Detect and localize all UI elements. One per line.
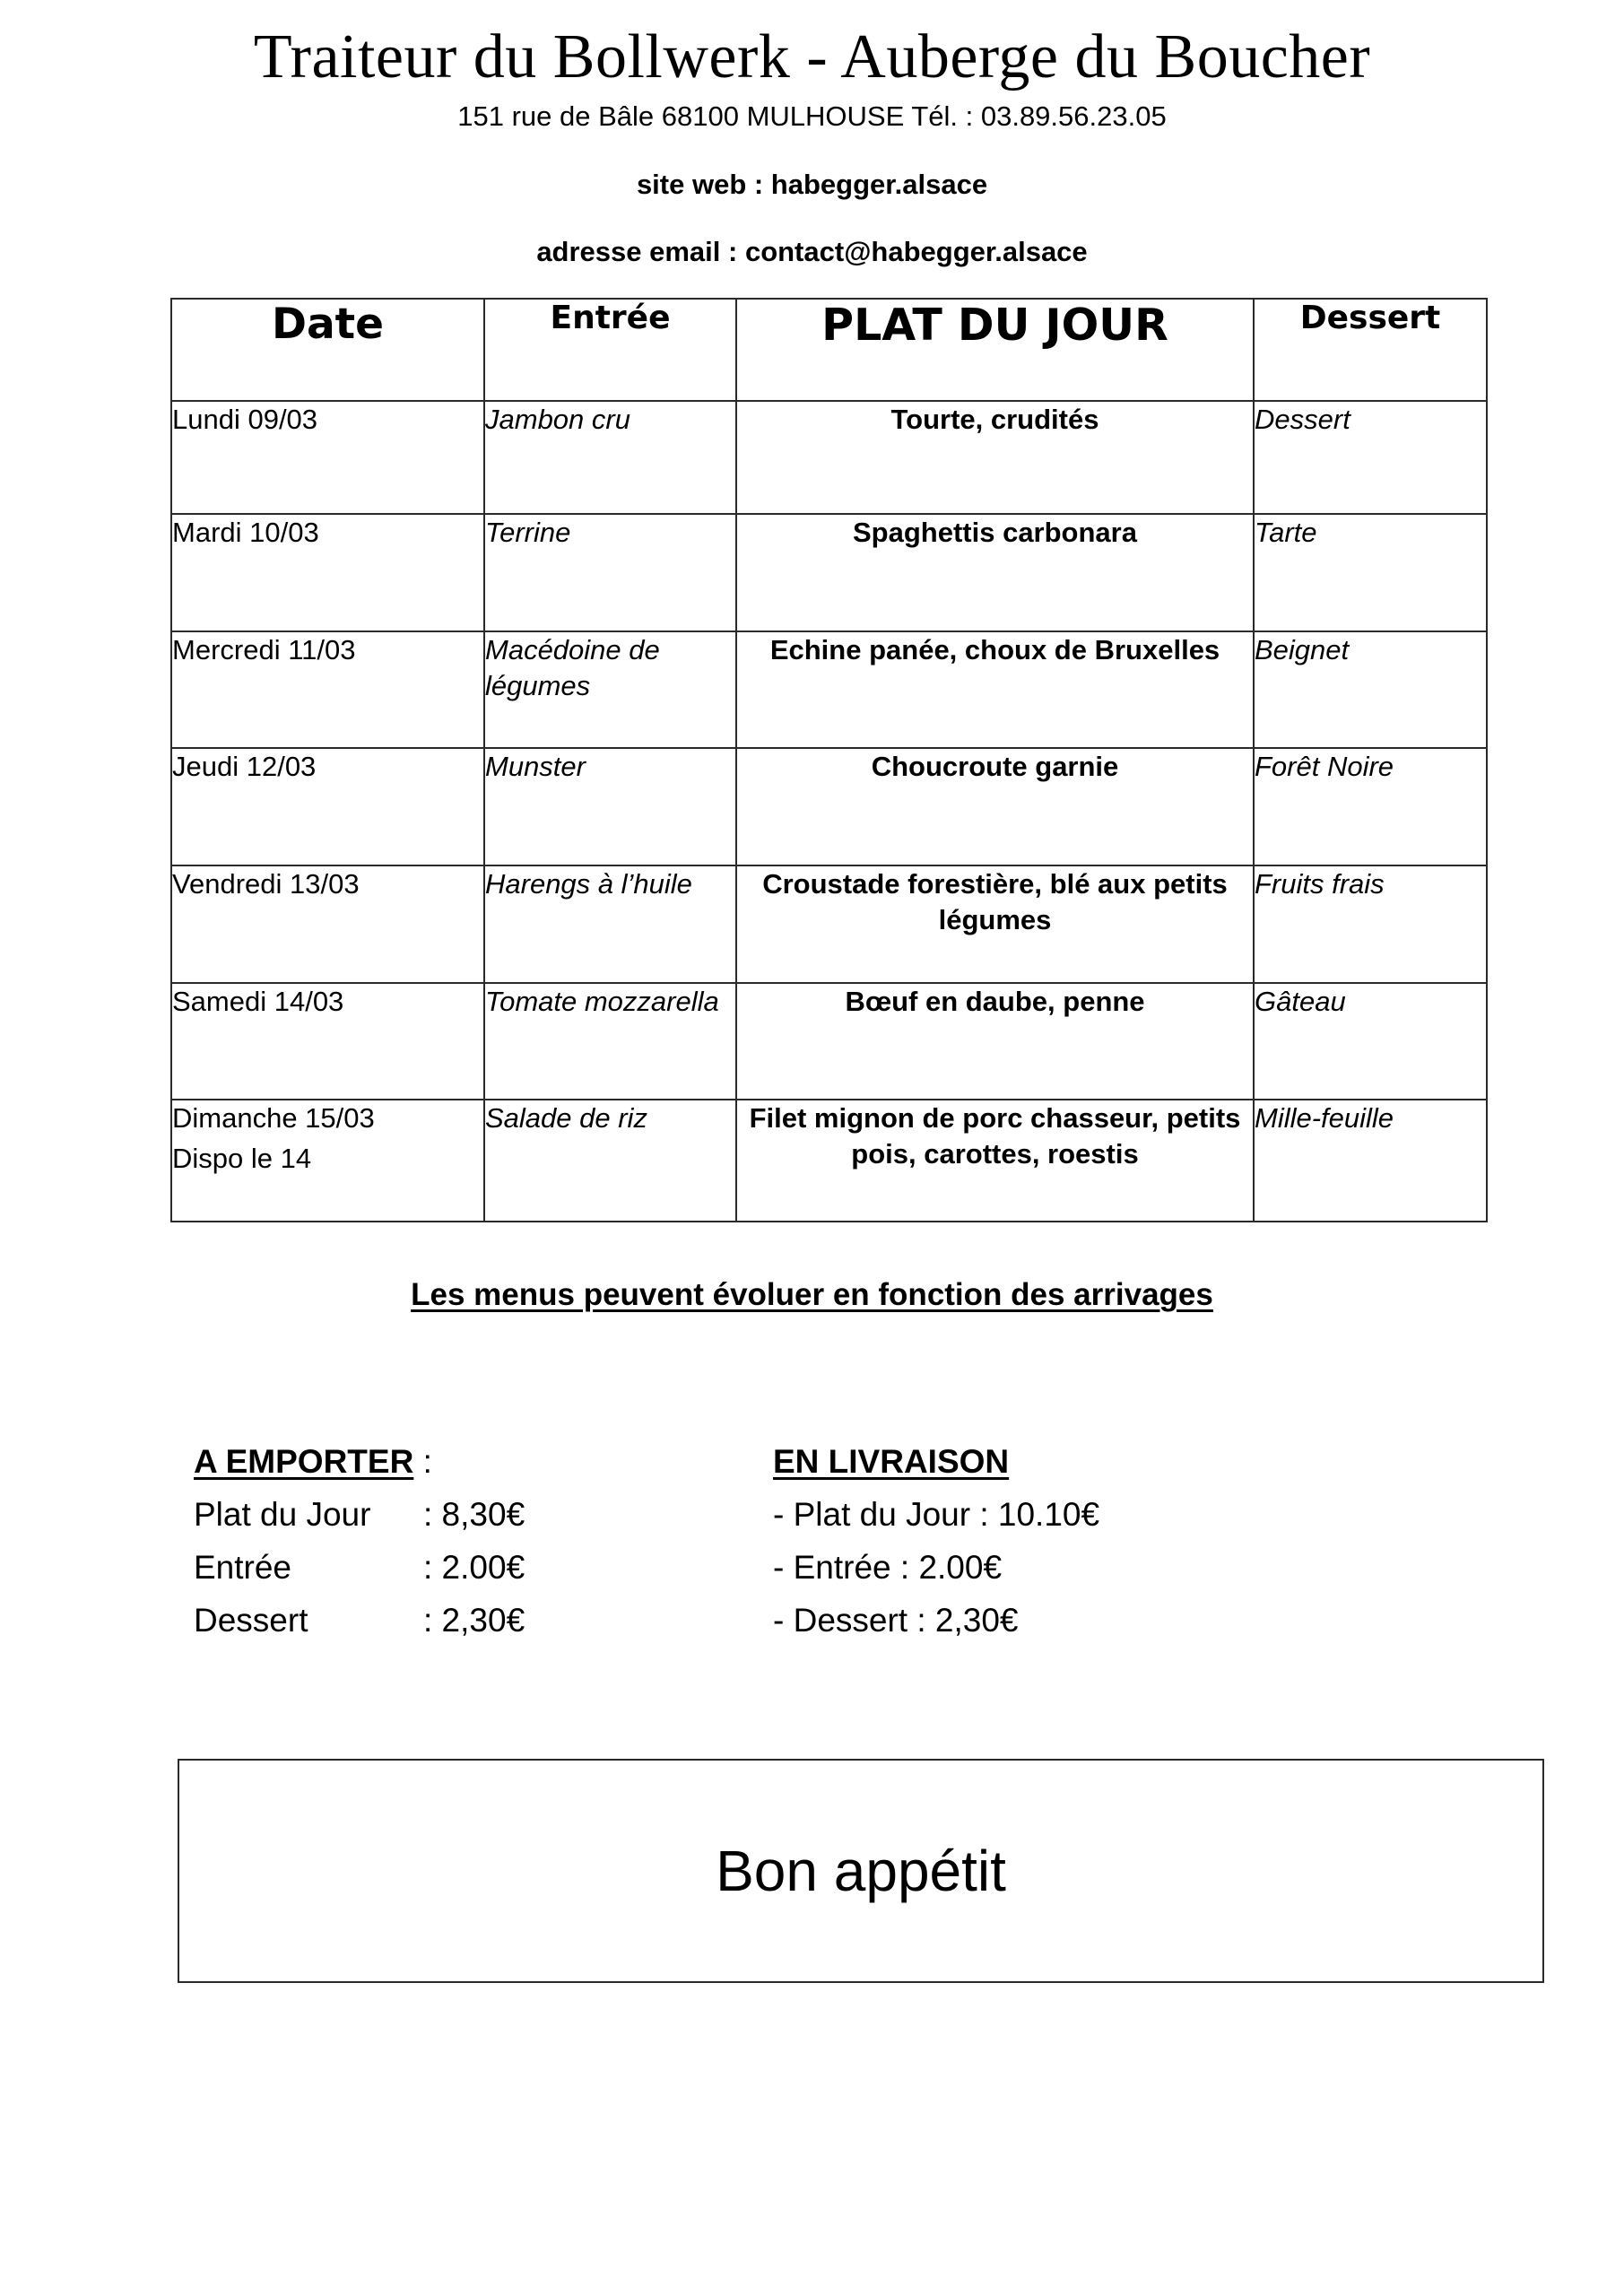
price-row-dessert: [194, 1594, 732, 1647]
menu-change-notice: Les menus peuvent évoluer en fonction des arrivages: [411, 1277, 1213, 1312]
table-row: [171, 401, 1487, 514]
table-row: [171, 514, 1487, 631]
cell-date-note: Dispo le 14: [172, 1143, 312, 1174]
column-header-date: Date: [171, 299, 484, 401]
cell-entree: Tomate mozzarella: [484, 983, 736, 1100]
cell-dessert: Beignet: [1254, 631, 1487, 748]
cell-dessert: Fruits frais: [1254, 865, 1487, 983]
cell-date: Mardi 10/03: [171, 514, 484, 631]
price-value: : 8,30€: [423, 1496, 525, 1533]
email-line: adresse email : contact@habegger.alsace: [536, 236, 1088, 267]
price-label: Dessert: [194, 1602, 308, 1639]
table-header-row: [171, 299, 1487, 401]
cell-entree: Terrine: [484, 514, 736, 631]
cell-dessert: Dessert: [1254, 401, 1487, 514]
delivery-price-row: - Plat du Jour : 10.10€: [773, 1496, 1100, 1533]
weekly-menu-table: [170, 298, 1488, 1222]
table-row: [171, 865, 1487, 983]
restaurant-title: Traiteur du Bollwerk - Auberge du Boucher: [253, 22, 1371, 91]
table-row: [171, 983, 1487, 1100]
column-header-entree: Entrée: [484, 299, 736, 401]
delivery-heading: [773, 1435, 1401, 1488]
cell-plat: Spaghettis carbonara: [736, 514, 1254, 631]
cell-plat: Croustade forestière, blé aux petits légumes: [736, 865, 1254, 983]
delivery-price-row: - Dessert : 2,30€: [773, 1602, 1019, 1639]
cell-date: Mercredi 11/03: [171, 631, 484, 748]
delivery-pricing: [773, 1435, 1401, 1647]
delivery-price-row: - Entrée : 2.00€: [773, 1549, 1003, 1586]
cell-dessert: Tarte: [1254, 514, 1487, 631]
cell-date: Jeudi 12/03: [171, 748, 484, 865]
takeaway-heading: [194, 1435, 732, 1488]
delivery-title: EN LIVRAISON: [773, 1443, 1010, 1480]
closing-message: Bon appétit: [716, 1839, 1006, 1903]
cell-date: [171, 1100, 484, 1222]
price-value: : 2.00€: [423, 1549, 525, 1586]
website-line: site web : habegger.alsace: [636, 169, 988, 200]
takeaway-pricing: [194, 1435, 732, 1647]
cell-entree: Jambon cru: [484, 401, 736, 514]
price-label: Entrée: [194, 1549, 292, 1586]
column-header-dessert: Dessert: [1254, 299, 1487, 401]
table-row: [171, 1100, 1487, 1222]
price-row-entree: [194, 1541, 732, 1594]
cell-entree: Macédoine de légumes: [484, 631, 736, 748]
cell-dessert: Gâteau: [1254, 983, 1487, 1100]
cell-date: Samedi 14/03: [171, 983, 484, 1100]
price-value: : 2,30€: [423, 1602, 525, 1639]
cell-entree: Harengs à l’huile: [484, 865, 736, 983]
closing-box: [178, 1759, 1544, 1983]
table-row: [171, 748, 1487, 865]
cell-plat: Bœuf en daube, penne: [736, 983, 1254, 1100]
table-row: [171, 631, 1487, 748]
cell-date: Vendredi 13/03: [171, 865, 484, 983]
takeaway-title-colon: :: [413, 1443, 432, 1480]
cell-entree: Salade de riz: [484, 1100, 736, 1222]
cell-date-day: Dimanche 15/03: [172, 1102, 375, 1134]
price-row-plat: [194, 1488, 732, 1541]
cell-entree: Munster: [484, 748, 736, 865]
cell-plat: Echine panée, choux de Bruxelles: [736, 631, 1254, 748]
address-line: 151 rue de Bâle 68100 MULHOUSE Tél. : 03.89.56.23.05: [457, 100, 1167, 132]
price-label: Plat du Jour: [194, 1496, 371, 1533]
cell-plat: Filet mignon de porc chasseur, petits pois, carottes, roestis: [736, 1100, 1254, 1222]
takeaway-title: A EMPORTER: [194, 1443, 414, 1480]
column-header-plat-du-jour: PLAT DU JOUR: [736, 299, 1254, 401]
cell-plat: Choucroute garnie: [736, 748, 1254, 865]
cell-dessert: Forêt Noire: [1254, 748, 1487, 865]
cell-plat: Tourte, crudités: [736, 401, 1254, 514]
cell-dessert: Mille-feuille: [1254, 1100, 1487, 1222]
cell-date: Lundi 09/03: [171, 401, 484, 514]
